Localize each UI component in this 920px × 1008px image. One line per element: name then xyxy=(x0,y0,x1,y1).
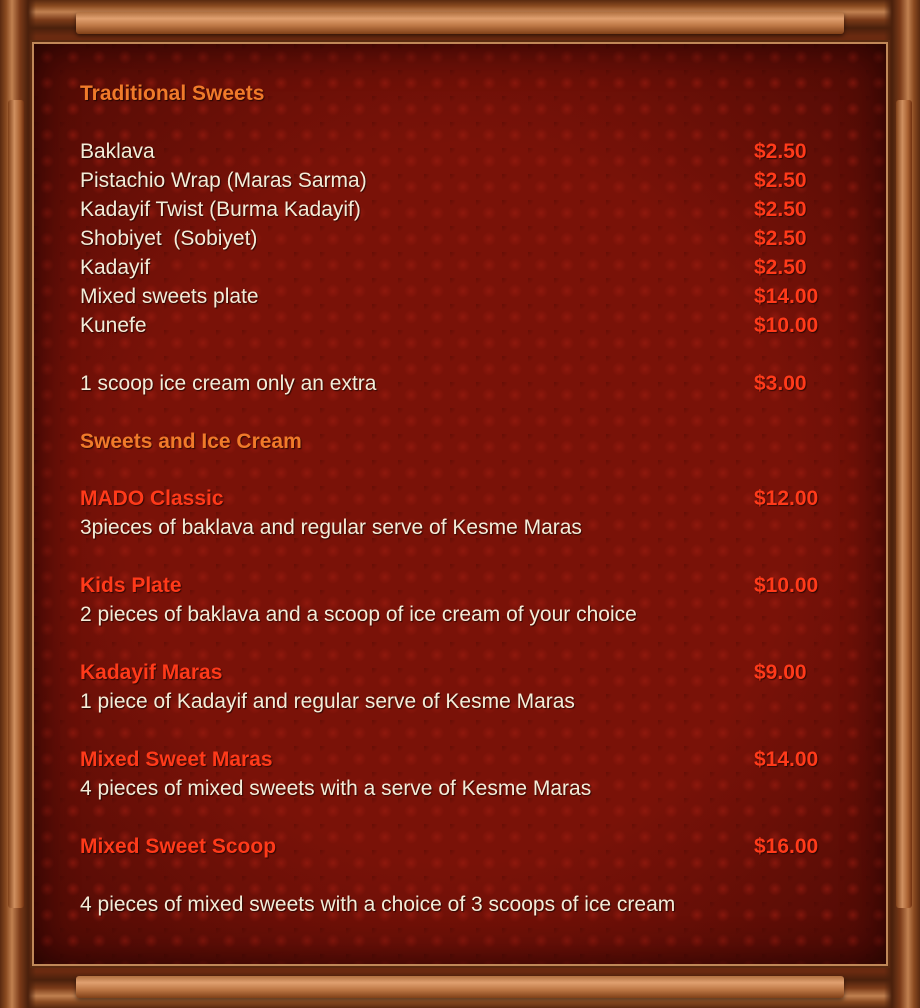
combo-name: Mixed Sweet Maras xyxy=(80,748,273,771)
item-name: Kadayif Twist (Burma Kadayif) xyxy=(80,198,361,221)
item-name: Baklava xyxy=(80,140,155,163)
combo-price: $10.00 xyxy=(754,574,819,597)
combo-description: 4 pieces of mixed sweets with a serve of Kesme Maras xyxy=(80,777,592,800)
frame-left-rail xyxy=(8,100,24,908)
combo-item-title xyxy=(80,661,840,689)
menu-item xyxy=(80,256,840,284)
item-name: Mixed sweets plate xyxy=(80,285,259,308)
item-price: $10.00 xyxy=(754,314,819,337)
menu-item xyxy=(80,314,840,342)
item-name: 1 scoop ice cream only an extra xyxy=(80,372,377,395)
combo-description: 4 pieces of mixed sweets with a choice of 3 scoops of ice cream xyxy=(80,893,676,916)
combo-description: 3pieces of baklava and regular serve of Kesme Maras xyxy=(80,516,582,539)
menu-item xyxy=(80,169,840,197)
item-price: $2.50 xyxy=(754,169,807,192)
item-price: $14.00 xyxy=(754,285,819,308)
combo-price: $14.00 xyxy=(754,748,819,771)
combo-item-title xyxy=(80,487,840,515)
menu-item-extra xyxy=(80,372,840,400)
combo-name: MADO Classic xyxy=(80,487,224,510)
item-name: Kunefe xyxy=(80,314,147,337)
item-price: $2.50 xyxy=(754,140,807,163)
combo-price: $16.00 xyxy=(754,835,819,858)
combo-item-title xyxy=(80,835,840,863)
combo-item-title xyxy=(80,748,840,776)
menu-item xyxy=(80,140,840,168)
combo-description: 1 piece of Kadayif and regular serve of Kesme Maras xyxy=(80,690,575,713)
combo-item-description xyxy=(80,893,840,921)
item-name: Kadayif xyxy=(80,256,151,279)
combo-description: 2 pieces of baklava and a scoop of ice cream of your choice xyxy=(80,603,637,626)
combo-item-title xyxy=(80,574,840,602)
combo-item-description xyxy=(80,603,840,631)
item-price: $2.50 xyxy=(754,256,807,279)
frame-bottom-rail xyxy=(76,976,844,998)
combo-price: $12.00 xyxy=(754,487,819,510)
combo-price: $9.00 xyxy=(754,661,807,684)
combo-item-description xyxy=(80,516,840,544)
frame-right-rail xyxy=(896,100,912,908)
section-heading-sweets-and-ice-cream: Sweets and Ice Cream xyxy=(80,430,302,453)
frame-top-rail xyxy=(76,12,844,34)
combo-item-description xyxy=(80,690,840,718)
combo-name: Kids Plate xyxy=(80,574,182,597)
item-name: Pistachio Wrap (Maras Sarma) xyxy=(80,169,367,192)
item-name: Shobiyet (Sobiyet) xyxy=(80,227,258,250)
section-heading-traditional-sweets: Traditional Sweets xyxy=(80,82,265,105)
menu-item xyxy=(80,198,840,226)
item-price: $2.50 xyxy=(754,198,807,221)
item-price: $3.00 xyxy=(754,372,807,395)
combo-name: Mixed Sweet Scoop xyxy=(80,835,277,858)
combo-name: Kadayif Maras xyxy=(80,661,223,684)
item-price: $2.50 xyxy=(754,227,807,250)
menu-item xyxy=(80,227,840,255)
combo-item-description xyxy=(80,777,840,805)
menu-item xyxy=(80,285,840,313)
